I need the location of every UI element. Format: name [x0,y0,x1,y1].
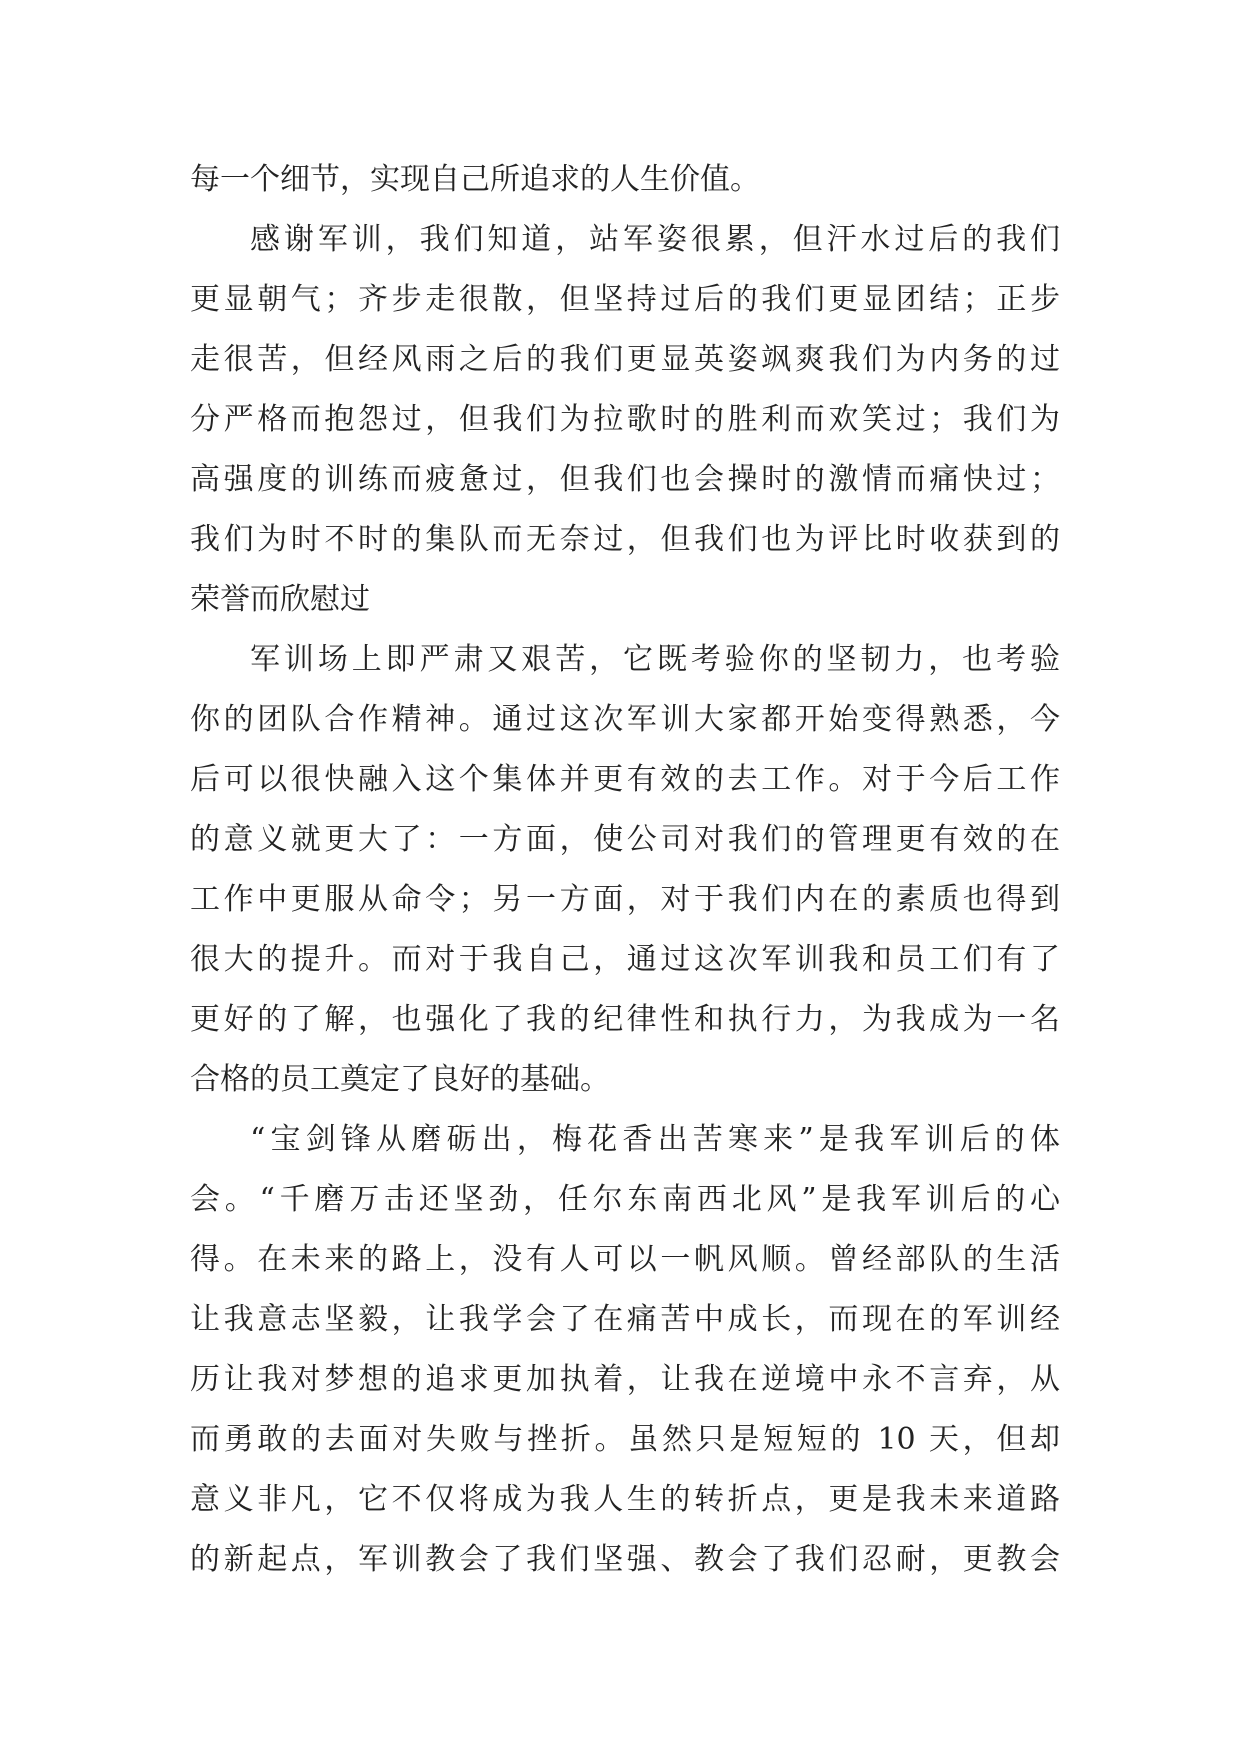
text-line: 分严格而抱怨过，但我们为拉歌时的胜利而欢笑过；我们为 [190,402,1060,437]
text-line: 很大的提升。而对于我自己，通过这次军训我和员工们有了 [190,942,1060,977]
text-line: 历让我对梦想的追求更加执着，让我在逆境中永不言弃，从 [190,1362,1060,1397]
text-line: 会。“千磨万击还坚劲，任尔东南西北风”是我军训后的心 [190,1182,1060,1217]
text-line: 你的团队合作精神。通过这次军训大家都开始变得熟悉，今 [190,702,1060,737]
text-line: 军训场上即严肃又艰苦，它既考验你的坚韧力，也考验 [250,642,1060,677]
text-line: 后可以很快融入这个集体并更有效的去工作。对于今后工作 [190,762,1060,797]
text-line: 感谢军训，我们知道，站军姿很累，但汗水过后的我们 [250,222,1060,257]
text-line: 更好的了解，也强化了我的纪律性和执行力，为我成为一名 [190,1002,1060,1037]
text-line: 合格的员工奠定了良好的基础。 [190,1062,610,1097]
text-line: 意义非凡，它不仅将成为我人生的转折点，更是我未来道路 [190,1482,1060,1517]
text-line: 的新起点，军训教会了我们坚强、教会了我们忍耐，更教会 [190,1542,1060,1577]
text-line: 让我意志坚毅，让我学会了在痛苦中成长，而现在的军训经 [190,1302,1060,1337]
text-line: 的意义就更大了：一方面，使公司对我们的管理更有效的在 [190,822,1060,857]
text-line: 荣誉而欣慰过 [190,582,370,617]
text-line: 每一个细节，实现自己所追求的人生价值。 [190,162,760,197]
text-line: 工作中更服从命令；另一方面，对于我们内在的素质也得到 [190,882,1060,917]
text-line: 而勇敢的去面对失败与挫折。虽然只是短短的 10 天，但却 [190,1422,1060,1457]
text-line: 更显朝气；齐步走很散，但坚持过后的我们更显团结；正步 [190,282,1060,317]
text-line: 我们为时不时的集队而无奈过，但我们也为评比时收获到的 [190,522,1060,557]
text-line: 走很苦，但经风雨之后的我们更显英姿飒爽我们为内务的过 [190,342,1060,377]
text-line: 得。在未来的路上，没有人可以一帆风顺。曾经部队的生活 [190,1242,1060,1277]
text-line: 高强度的训练而疲惫过，但我们也会操时的激情而痛快过； [190,462,1060,497]
text-line: “宝剑锋从磨砺出，梅花香出苦寒来”是我军训后的体 [250,1122,1060,1157]
